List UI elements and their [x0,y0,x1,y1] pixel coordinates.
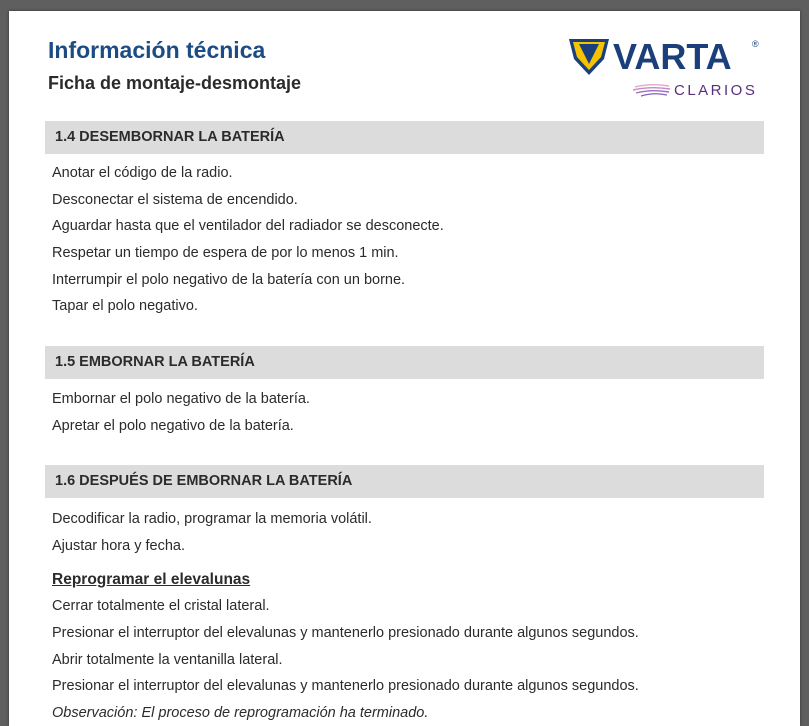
instruction-line: Cerrar totalmente el cristal lateral. [52,598,270,614]
section-header-1-6 [45,465,764,498]
page-subtitle: Ficha de montaje-desmontaje [48,73,302,93]
instruction-line: Respetar un tiempo de espera de por lo menos 1 min. [52,245,399,261]
varta-shield-icon [568,37,610,77]
section-heading: 1.6 DESPUÉS DE EMBORNAR LA BATERÍA [55,473,353,489]
varta-clarios-logo [566,37,766,107]
section-heading: 1.5 EMBORNAR LA BATERÍA [55,354,255,370]
instruction-line: Decodificar la radio, programar la memoria volátil. [52,511,372,527]
instruction-line: Interrumpir el polo negativo de la batería con un borne. [52,272,406,288]
instruction-line: Presionar el interruptor del elevalunas y mantenerlo presionado durante algunos segundos. [52,625,639,641]
page-title: Información técnica [48,37,266,63]
section-header-1-4 [45,121,764,154]
instruction-line: Ajustar hora y fecha. [52,538,185,554]
clarios-swoosh-icon [633,83,671,97]
instruction-line: Tapar el polo negativo. [52,298,198,314]
document-page [9,11,800,726]
logo-brand-text: VARTA [613,36,732,77]
section-heading: 1.4 DESEMBORNAR LA BATERÍA [55,129,285,145]
instruction-line: Desconectar el sistema de encendido. [52,192,298,208]
instruction-line: Presionar el interruptor del elevalunas y mantenerlo presionado durante algunos segundos. [52,678,639,694]
instruction-line: Embornar el polo negativo de la batería. [52,391,310,407]
logo-subbrand-text: CLARIOS [674,82,758,99]
observation-note: Observación: El proceso de reprogramación ha terminado. [52,705,429,721]
instruction-line: Apretar el polo negativo de la batería. [52,418,294,434]
instruction-line: Abrir totalmente la ventanilla lateral. [52,652,283,668]
subsection-heading: Reprogramar el elevalunas [52,571,251,588]
section-header-1-5 [45,346,764,379]
instruction-line: Anotar el código de la radio. [52,165,233,181]
instruction-line: Aguardar hasta que el ventilador del radiador se desconecte. [52,218,444,234]
logo-registered-mark: ® [752,39,759,49]
